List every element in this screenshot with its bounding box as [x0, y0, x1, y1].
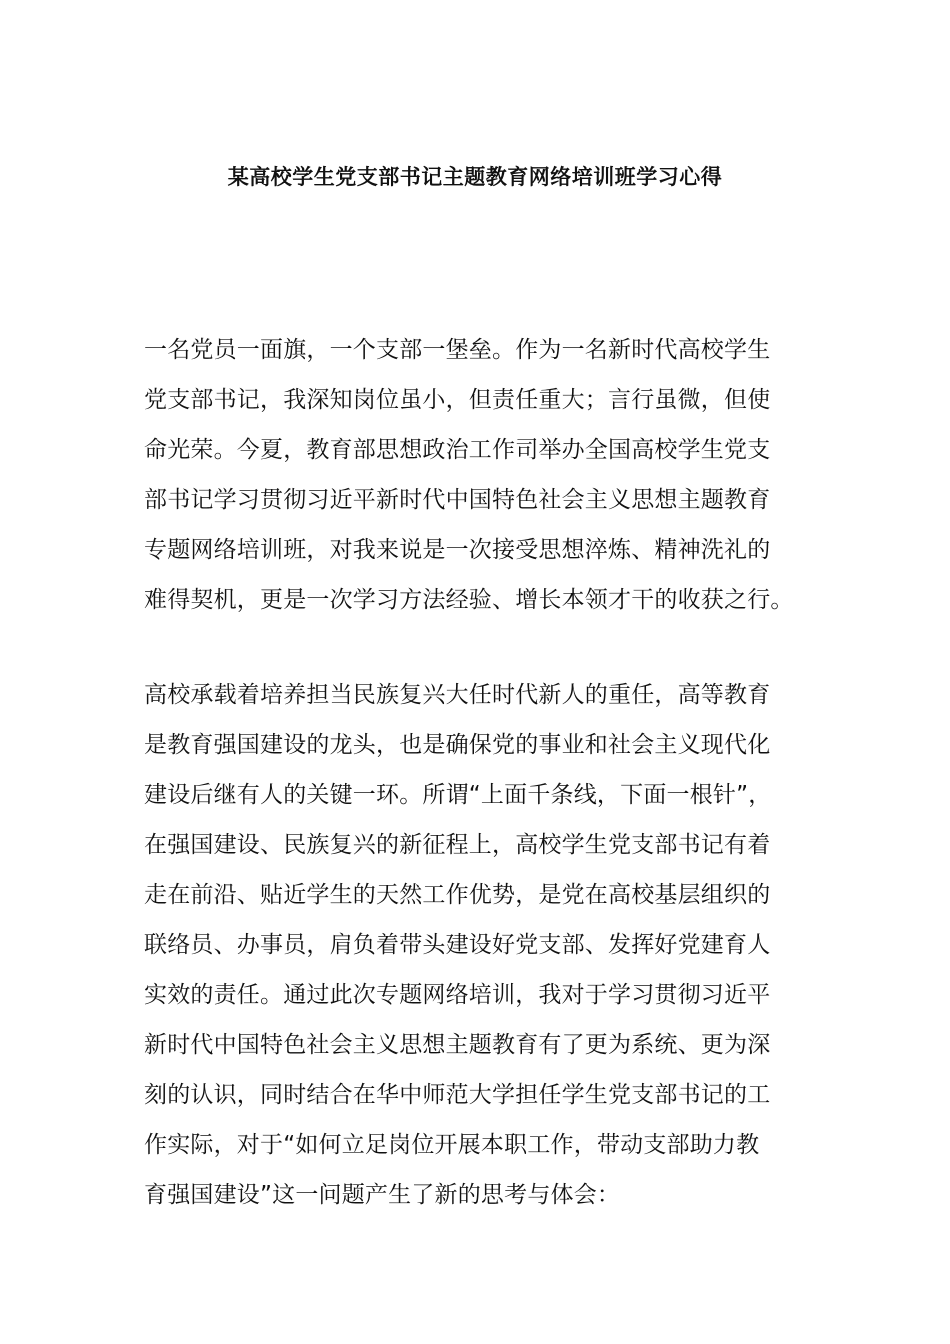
paragraph-line: 作实际，对于“如何立足岗位开展本职工作，带动支部助力教: [144, 1132, 760, 1158]
paragraph-line: 联络员、办事员，肩负着带头建设好党支部、发挥好党建育人: [144, 932, 771, 958]
paragraph-line: 一名党员一面旗，一个支部一堡垒。作为一名新时代高校学生: [144, 337, 771, 363]
paragraph-line: 在强国建设、民族复兴的新征程上，高校学生党支部书记有着: [144, 832, 771, 858]
paragraph-line: 实效的责任。通过此次专题网络培训，我对于学习贯彻习近平: [144, 982, 771, 1008]
paragraph-line: 高校承载着培养担当民族复兴大任时代新人的重任，高等教育: [144, 682, 771, 708]
paragraph-line: 部书记学习贯彻习近平新时代中国特色社会主义思想主题教育: [144, 487, 771, 513]
paragraph-line: 育强国建设”这一问题产生了新的思考与体会：: [144, 1182, 621, 1208]
document-title: 某高校学生党支部书记主题教育网络培训班学习心得: [227, 165, 723, 189]
paragraph-line: 新时代中国特色社会主义思想主题教育有了更为系统、更为深: [144, 1032, 771, 1058]
paragraph-line: 党支部书记，我深知岗位虽小，但责任重大；言行虽微，但使: [144, 387, 771, 413]
paragraph-line: 刻的认识，同时结合在华中师范大学担任学生党支部书记的工: [144, 1082, 771, 1108]
paragraph-line: 走在前沿、贴近学生的天然工作优势，是党在高校基层组织的: [144, 882, 771, 908]
paragraph-1: [144, 325, 812, 625]
paragraph-line: 难得契机，更是一次学习方法经验、增长本领才干的收获之行。: [144, 587, 794, 613]
paragraph-line: 是教育强国建设的龙头，也是确保党的事业和社会主义现代化: [144, 732, 771, 758]
paragraph-line: 专题网络培训班，对我来说是一次接受思想淬炼、精神洗礼的: [144, 537, 771, 563]
paragraph-line: 建设后继有人的关键一环。所谓“上面千条线，下面一根针”，: [144, 782, 772, 808]
paragraph-line: 命光荣。今夏，教育部思想政治工作司举办全国高校学生党支: [144, 437, 771, 463]
paragraph-2: [144, 670, 812, 1220]
